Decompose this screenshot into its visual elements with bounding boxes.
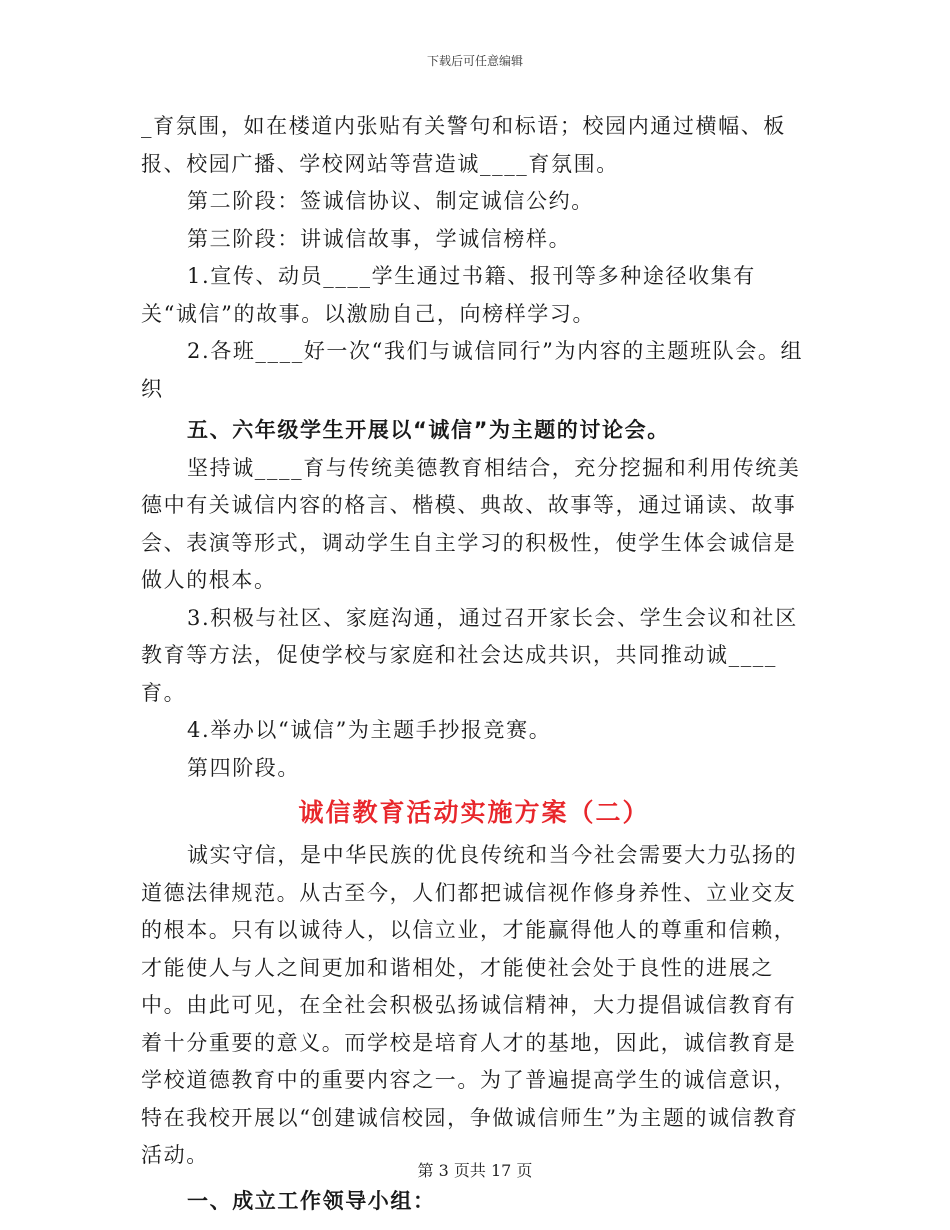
- paragraph-stage-four: 第四阶段。: [187, 755, 300, 780]
- section-title: 诚信教育活动实施方案（二）: [298, 798, 650, 827]
- paragraph-stage-three: 第三阶段：讲诚信故事，学诚信榜样。: [187, 226, 572, 251]
- paragraph-item-1: 1.宣传、动员____学生通过书籍、报刊等多种途径收集有关“诚信”的故事。以激励自己，向榜样学习。: [141, 264, 756, 326]
- paragraph-traditional-virtue: 坚持诚____育与传统美德教育相结合，充分挖掘和利用传统美德中有关诚信内容的格言、楷模、典故、故事等，通过诵读、故事会、表演等形式，调动学生自主学习的积极性，使学生体会诚信是做人的根本。: [141, 455, 801, 592]
- paragraph-intro: 诚实守信，是中华民族的优良传统和当今社会需要大力弘扬的道德法律规范。从古至今，人们都把诚信视作修身养性、立业交友的根本。只有以诚待人，以信立业，才能赢得他人的尊重和信赖，才能使人与人之间更加和谐相处，才能使社会处于良性的进展之中。由此可见，在全社会积极弘扬诚信精神，大力提倡诚信教育有着十分重要的意义。而学校是培育人才的基地，因此，诚信教育是学校道德教育中的重要内容之一。为了普遍提高学生的诚信意识，特在我校开展以“创建诚信校园，争做诚信师生”为主题的诚信教育活动。: [141, 843, 799, 1167]
- document-body: [141, 108, 807, 1220]
- paragraph-item-3: 3.积极与社区、家庭沟通，通过召开家长会、学生会议和社区教育等方法，促使学校与家庭和社会达成共识，共同推动诚____育。: [141, 605, 798, 705]
- paragraph-atmosphere: _育氛围，如在楼道内张贴有关警句和标语；校园内通过横幅、板报、校园广播、学校网站等营造诚____育氛围。: [141, 114, 786, 176]
- page-header: 下载后可任意编辑: [426, 54, 523, 68]
- paragraph-item-4: 4.举办以“诚信”为主题手抄报竞赛。: [187, 718, 552, 742]
- paragraph-stage-two: 第二阶段：签诚信协议、制定诚信公约。: [187, 189, 594, 213]
- paragraph-item-2: 2.各班____好一次“我们与诚信同行”为内容的主题班队会。组织: [141, 339, 804, 401]
- page-footer: 第 3 页共 17 页: [417, 1161, 533, 1180]
- heading-leadership-group: 一、成立工作领导小组：: [187, 1188, 436, 1213]
- paragraph-bold-discussion: 五、六年级学生开展以“诚信”为主题的讨论会。: [187, 418, 670, 442]
